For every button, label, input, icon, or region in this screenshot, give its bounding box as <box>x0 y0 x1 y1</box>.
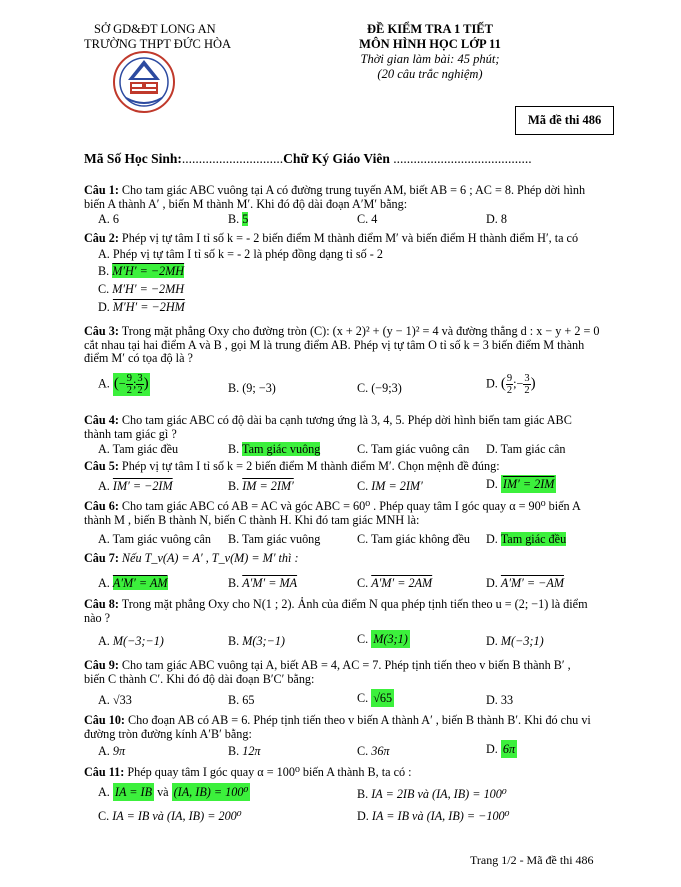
q1-option-d[interactable]: D. 8 <box>486 212 507 226</box>
student-info-line <box>84 151 532 167</box>
option-key: D. <box>98 300 113 314</box>
option-key: B. <box>98 264 113 278</box>
frac-num: 9 <box>506 373 513 384</box>
student-id-label: Mã Số Học Sinh: <box>84 151 182 166</box>
answer-highlight: (IA, IB) = 100⁰ <box>173 785 249 799</box>
q11-option-a[interactable] <box>98 785 250 799</box>
question-text: Phép vị tự tâm I tỉ số k = 2 biến điểm M thành điểm M′. Chọn mệnh đề đúng: <box>118 459 500 473</box>
question-label: Câu 5: <box>84 459 119 473</box>
option-key: C. <box>98 282 113 296</box>
option-key: A. <box>98 634 113 648</box>
question-text: Phép vị tự tâm I tỉ số k = - 2 biến điểm M thành điểm M′ và biến điểm H thành điểm H′, ta có <box>118 231 579 245</box>
option-key: B. <box>228 212 243 226</box>
q6-option-c[interactable]: C. Tam giác không đều <box>357 532 470 546</box>
question-label: Câu 4: <box>84 413 119 427</box>
answer-highlight: Tam giác đều <box>500 532 567 546</box>
option-key: B. <box>357 787 372 801</box>
q5-option-b[interactable] <box>228 479 294 493</box>
option-key: B. <box>228 744 243 758</box>
question-8 <box>84 598 632 625</box>
frac-den: 2 <box>126 385 133 396</box>
frac-num: 3 <box>524 373 530 384</box>
q3-option-c[interactable] <box>357 381 402 395</box>
frac-den: 2 <box>524 385 530 396</box>
answer-highlight: IM′ = 2IM <box>502 477 555 491</box>
option-text: M′H′ = −2HM <box>112 300 185 314</box>
option-key: B. <box>228 479 243 493</box>
q3-option-b[interactable] <box>228 381 276 395</box>
answer-highlight: (− $\frac{9}{2}$ ; $\frac{3}{2}$ ) <box>113 373 149 396</box>
option-key: C. <box>357 381 372 395</box>
q6-option-d[interactable] <box>486 532 566 546</box>
option-text: A′M′ = −AM <box>500 576 564 590</box>
answer-highlight: √65 <box>373 691 393 705</box>
question-text: Trong mặt phẳng Oxy cho đường tròn (C): (x + 2)² + (y − 1)² = 4 và đường thẳng d : x − y + 2 = 0 <box>118 324 600 338</box>
answer-highlight: M′H′ = −2MH <box>112 264 185 278</box>
question-text: điểm M′ có tọa độ là ? <box>84 351 193 365</box>
teacher-signature-label: Chữ Ký Giáo Viên <box>283 151 390 166</box>
question-label: Câu 9: <box>84 658 119 672</box>
question-text: cắt nhau tại hai điểm A và B , gọi M là trung điểm AB. Phép vị tự tâm O tỉ số k = 3 biến điểm M thành <box>84 337 585 352</box>
option-text: M(−3;1) <box>500 634 544 648</box>
question-10 <box>84 714 632 741</box>
question-6 <box>84 500 632 527</box>
q3-option-a[interactable] <box>98 373 150 396</box>
question-text: biến A thành A′ , biến M thành M′. Khi đó độ dài đoạn A′M′ bằng: <box>84 196 408 211</box>
option-key: C. <box>357 632 372 646</box>
q1-option-a[interactable]: A. 6 <box>98 212 119 226</box>
answer-highlight: A′M′ = AM <box>112 576 168 590</box>
question-9 <box>84 659 632 686</box>
school-logo-icon <box>112 50 176 114</box>
page-footer: Trang 1/2 - Mã đề thi 486 <box>470 853 594 867</box>
option-text: IM = 2IM′ <box>371 479 423 493</box>
question-text: Cho tam giác ABC có AB = AC và góc ABC = 60⁰ . Phép quay tâm I góc quay α = 90⁰ biến A <box>118 499 581 513</box>
question-label: Câu 2: <box>84 231 119 245</box>
option-text: IA = IB và (IA, IB) = −100⁰ <box>371 809 510 823</box>
option-text: (9; −3) <box>242 381 276 395</box>
option-text: (−9;3) <box>371 381 402 395</box>
frac-num: 3 <box>137 373 143 384</box>
option-key: D. <box>486 477 501 491</box>
option-text: 9π <box>112 744 126 758</box>
question-4 <box>84 414 632 441</box>
q1-option-b[interactable] <box>228 212 248 226</box>
question-11 <box>84 766 632 780</box>
option-key: A. <box>98 576 113 590</box>
exam-duration: Thời gian làm bài: 45 phút; <box>360 52 500 66</box>
answer-highlight: 5 <box>242 212 249 226</box>
question-text: Cho tam giác ABC vuông tại A, biết AB = 4, AC = 7. Phép tịnh tiến theo v biến B thành B′ , <box>118 658 571 672</box>
question-text: thành tam giác gì ? <box>84 426 177 441</box>
option-text: √33 <box>112 693 132 707</box>
option-key: A. <box>98 744 113 758</box>
q6-option-b[interactable]: B. Tam giác vuông <box>228 532 321 546</box>
q8-option-b[interactable] <box>228 634 285 648</box>
q8-option-a[interactable] <box>98 634 164 648</box>
question-label: Câu 1: <box>84 183 119 197</box>
option-key: A. <box>98 376 113 391</box>
option-text: và <box>154 785 172 799</box>
q9-option-c[interactable] <box>357 691 394 705</box>
option-text: IM = 2IM′ <box>242 479 294 493</box>
q8-option-d[interactable] <box>486 634 544 648</box>
option-key: D. <box>486 376 501 391</box>
exam-subject: MÔN HÌNH HỌC LỚP 11 <box>359 37 501 51</box>
option-text: M(3;−1) <box>242 634 285 648</box>
option-key: A. <box>98 479 113 493</box>
option-key: C. <box>357 479 372 493</box>
q9-option-d[interactable]: D. 33 <box>486 693 514 707</box>
q8-option-c[interactable] <box>357 632 410 646</box>
q9-option-b[interactable]: B. 65 <box>228 693 255 707</box>
q4-option-c[interactable]: C. Tam giác vuông cân <box>357 442 470 456</box>
question-label: Câu 7: <box>84 551 119 565</box>
option-key: B. <box>228 634 243 648</box>
option-text: 36π <box>371 744 390 758</box>
option-key: C. <box>98 809 113 823</box>
question-label: Câu 8: <box>84 597 119 611</box>
teacher-signature-field[interactable]: ......................................... <box>389 151 532 166</box>
q10-option-a[interactable] <box>98 744 125 758</box>
student-id-field[interactable]: .............................. <box>181 151 284 166</box>
question-2 <box>84 232 632 246</box>
option-text: A′M′ = MA <box>242 576 298 590</box>
question-7 <box>84 552 632 566</box>
option-text: IM′ = −2IM <box>112 479 173 493</box>
question-text: Cho đoạn AB có AB = 6. Phép tịnh tiến theo v biến A thành A′ , biến B thành B′. Khi đó chu vi <box>124 713 591 727</box>
question-3 <box>84 325 632 366</box>
q10-option-c[interactable] <box>357 744 390 758</box>
question-text: Nếu T_v(A) = A′ , T_v(M) = M′ thì : <box>118 551 299 565</box>
option-key: B. <box>228 442 243 456</box>
question-1 <box>84 184 632 211</box>
question-text: thành M , biến B thành N, biến C thành H. Khi đó tam giác MNH là: <box>84 512 420 527</box>
question-label: Câu 3: <box>84 324 119 338</box>
q5-option-d[interactable] <box>486 477 556 491</box>
q11-option-b[interactable] <box>357 787 507 801</box>
q10-option-b[interactable] <box>228 744 261 758</box>
option-key: C. <box>357 576 372 590</box>
frac-num: 9 <box>126 373 133 384</box>
question-text: Cho tam giác ABC có độ dài ba cạnh tương ứng là 3, 4, 5. Phép dời hình biến tam giác ABC <box>118 413 572 427</box>
q4-option-a[interactable]: A. Tam giác đều <box>98 442 179 456</box>
option-key: D. <box>486 576 501 590</box>
exam-code: Mã đề thi 486 <box>515 106 614 135</box>
option-key: B. <box>228 576 243 590</box>
q7-option-b[interactable] <box>228 576 297 590</box>
q2-option-c[interactable] <box>98 282 184 296</box>
q5-option-c[interactable] <box>357 479 423 493</box>
q2-option-d[interactable] <box>98 300 185 314</box>
option-key: C. <box>357 691 372 705</box>
frac-den: 2 <box>506 385 513 396</box>
q7-option-a[interactable] <box>98 576 168 590</box>
exam-title: ĐỀ KIỂM TRA 1 TIẾT <box>367 22 493 36</box>
q3-option-d[interactable]: D. ( $\frac{9}{2}$ ;− $\frac{3}{2}$ ) <box>486 373 536 396</box>
option-key: D. <box>486 634 501 648</box>
question-text: biến C thành C′. Khi đó độ dài đoạn B′C′ bằng: <box>84 671 315 686</box>
question-label: Câu 6: <box>84 499 119 513</box>
answer-highlight: Tam giác vuông <box>242 442 321 456</box>
question-text: Trong mặt phẳng Oxy cho N(1 ; 2). Ảnh của điểm N qua phép tịnh tiến theo u = (2; −1) là điểm <box>118 597 588 611</box>
option-key: B. <box>228 381 243 395</box>
option-text: 12π <box>242 744 261 758</box>
option-text: A′M′ = 2AM <box>371 576 433 590</box>
option-key: A. <box>98 693 113 707</box>
question-text: Phép quay tâm I góc quay α = 100⁰ biến A thành B, ta có : <box>124 765 412 779</box>
option-key: D. <box>357 809 372 823</box>
option-text: M′H′ = −2MH <box>112 282 185 296</box>
q2-option-b[interactable] <box>98 264 184 278</box>
q2-option-a[interactable]: A. Phép vị tự tâm I tỉ số k = - 2 là phép đồng dạng tỉ số - 2 <box>98 247 383 261</box>
q5-option-a[interactable] <box>98 479 173 493</box>
answer-highlight: IA = IB <box>114 785 153 799</box>
answer-highlight: 6π <box>502 742 516 756</box>
question-5 <box>84 460 632 474</box>
q7-option-c[interactable] <box>357 576 432 590</box>
option-text: M(−3;−1) <box>112 634 164 648</box>
question-count: (20 câu trắc nghiệm) <box>377 67 483 81</box>
question-text: nào ? <box>84 610 111 625</box>
option-text: IA = 2IB và (IA, IB) = 100⁰ <box>371 787 507 801</box>
question-text: Cho tam giác ABC vuông tại A có đường trung tuyến AM, biết AB = 6 ; AC = 8. Phép dời hình <box>118 183 586 197</box>
option-key: D. <box>486 742 501 756</box>
option-key: A. <box>98 785 113 799</box>
question-label: Câu 10: <box>84 713 125 727</box>
question-label: Câu 11: <box>84 765 125 779</box>
q1-option-c[interactable]: C. 4 <box>357 212 378 226</box>
q9-option-a[interactable] <box>98 693 132 707</box>
answer-highlight: M(3;1) <box>373 632 408 646</box>
q7-option-d[interactable] <box>486 576 564 590</box>
department-name: SỞ GD&ĐT LONG AN <box>94 22 216 36</box>
q6-option-a[interactable]: A. Tam giác vuông cân <box>98 532 211 546</box>
question-text: đường tròn đường kính A′B′ bằng: <box>84 726 252 741</box>
frac-den: 2 <box>137 385 143 396</box>
q11-option-c[interactable] <box>98 809 242 823</box>
q10-option-d[interactable] <box>486 742 517 756</box>
q4-option-b[interactable] <box>228 442 320 456</box>
option-text: IA = IB và (IA, IB) = 200⁰ <box>112 809 242 823</box>
q4-option-d[interactable]: D. Tam giác cân <box>486 442 566 456</box>
school-name: TRƯỜNG THPT ĐỨC HÒA <box>84 37 232 51</box>
option-key: C. <box>357 744 372 758</box>
option-key: D. <box>486 532 501 546</box>
q11-option-d[interactable] <box>357 809 510 823</box>
